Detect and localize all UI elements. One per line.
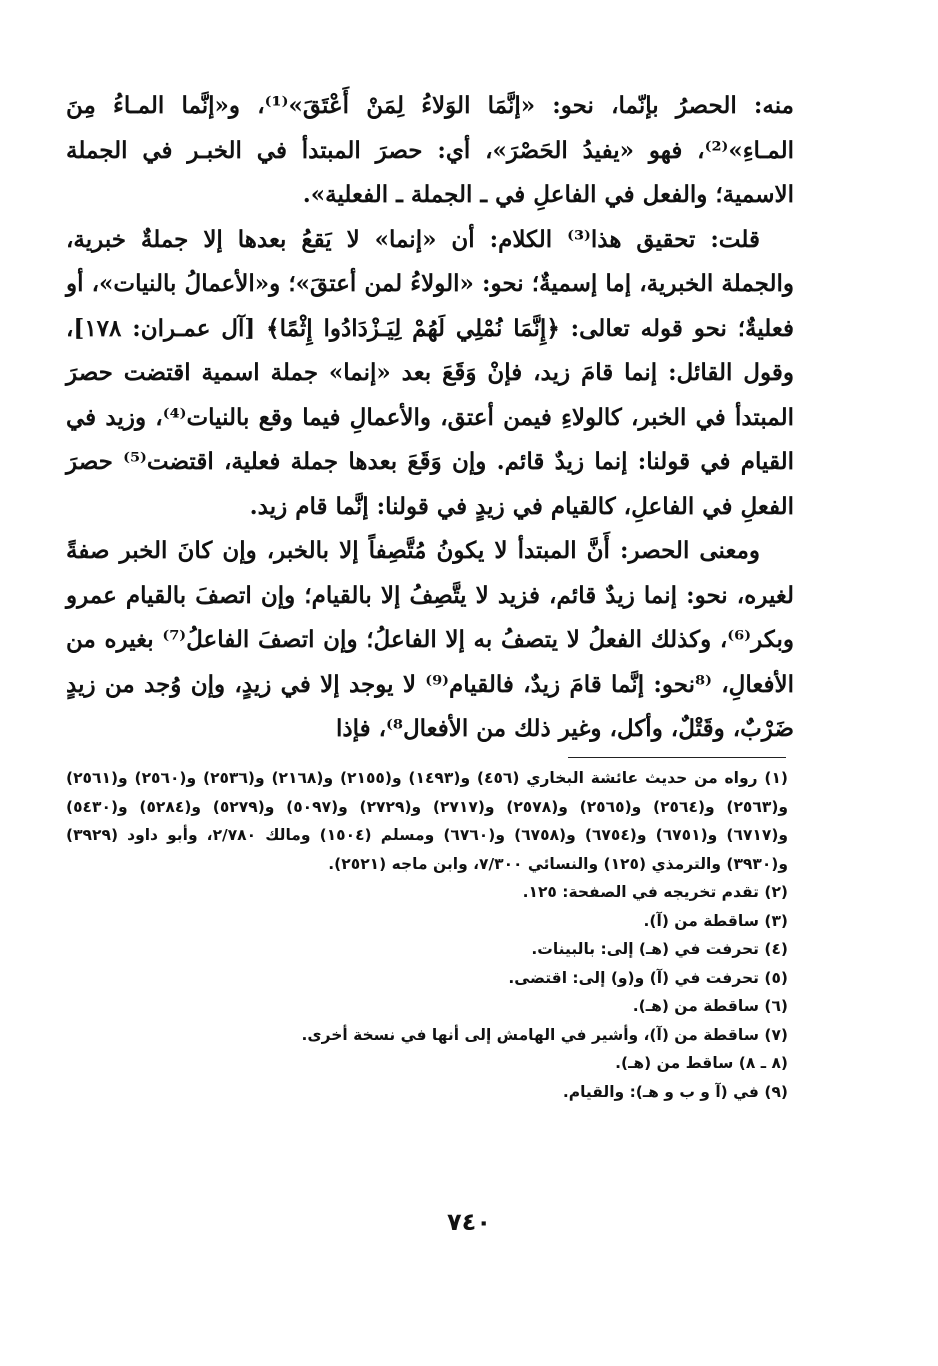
footnote-9: (٩) في (آ و ب و هـ): والقيام. <box>562 1082 788 1101</box>
footnote-6: (٦) ساقطة من (هـ). <box>632 997 788 1015</box>
footnote-1: (١) رواه من حديث عائشة البخاري (٤٥٦) و(١٤٩٣) و(٢١٥٥) و(٢١٦٨) و(٢٥٣٦) و(٢٥٦٠) و(٢٥٦١) و(٢٥٦٣) و(٢٥٦٤) و(٢٥٦٥) و(٢٥٧٨) و(٢٧١٧) و(٢٧٢٩) و(٥٠٩٧) و(٥٢٧٩) و(٥٢٨٤) و(٥٤٣٠) و(٦٧١٧) و(٦٧٥١) و(٦٧٥٤) و(٦٧٥٨) و(٦٧٦٠) ومسلم (١٥٠٤) ومالك ٢/٧٨٠، وأبو داود (٣٩٢٩) و(٣٩٣٠) والترمذي (١٢٥) والنسائي ٧/٣٠٠، وابن ماجه (٢٥٢١). <box>66 769 789 873</box>
footnote-3: (٣) ساقطة من (آ). <box>643 911 788 930</box>
footnote-4: (٤) تحرفت في (هـ) إلى: بالبينات. <box>531 940 788 958</box>
footnote-5: (٥) تحرفت في (آ) و(و) إلى: اقتضى. <box>508 968 788 987</box>
paragraph-2: قلت: تحقيق هذا⁽³⁾ الكلام: أن «إنما» لا يَقعُ بعدها إلا جملةٌ خبرية، والجملة الخبرية، إما إسميةٌ؛ نحو: «الولاءُ لمن أعتقَ»؛ و«الأعمالُ بالنيات»، أو فعليةٌ؛ نحو قوله تعالى: ﴿إِنَّمَا نُمْلِي لَهُمْ لِيَـزْدَادُوا إِثْمًا﴾ [آل عمـران: ١٧٨]، وقول القائل: إنما قامَ زيد، فإنْ وَقَعَ بعد «إنما» جملة اسمية اقتضت حصرَ المبتدأ في الخبر، كالولاءِ فيمن أعتق، والأعمالِ فيما وقع بالنيات⁽⁴⁾، وزيد في القيام في قولنا: إنما زيدٌ قائم. وإن وَقَعَ بعدها جملة فعلية، اقتضت⁽⁵⁾ حصرَ الفعلِ في الفاعلِ، كالقيام في زيدٍ في قولنا: إنَّما قام زيد. <box>66 225 794 520</box>
footnote-7: (٧) ساقطة من (آ)، وأشير في الهامش إلى أنها في نسخة أخرى. <box>301 1025 788 1044</box>
footnote-separator <box>568 757 786 758</box>
footnotes <box>66 764 788 1106</box>
page-number: ٧٤٠ <box>447 1208 491 1236</box>
main-text <box>66 84 794 752</box>
paragraph-3: ومعنى الحصر: أَنَّ المبتدأ لا يكونُ مُتَّصِفاً إلا بالخبر، وإن كانَ الخبر صفةً لغيره، نحو: إنما زيدٌ قائم، فزيد لا يتَّصِفُ إلا بالقيام؛ وإن اتصفَ بالقيام عمرو وبكر⁽⁶⁾، وكذلك الفعلُ لا يتصفُ به إلا الفاعلُ؛ وإن اتصفَ الفاعلُ⁽⁷⁾ بغيره من الأفعالِ، ⁽⁸نحو: إنَّما قامَ زيدٌ، فالقيام⁽⁹⁾ لا يوجد إلا في زيدٍ، وإن وُجد من زيدٍ ضَرْبٌ، وقَتْلٌ، وأكل، وغير ذلك من الأفعال⁸⁾، فإذا <box>66 537 794 742</box>
paragraph-1: منه: الحصرُ بإنّما، نحو: «إنَّمَا الوَلاءُ لِمَنْ أَعْتَقَ»⁽¹⁾، و«إنَّما المـاءُ مِنَ المـاءِ»⁽²⁾، فهو «يفيدُ الحَصْرَ»، أي: حصرَ المبتدأ في الخبـر في الجملة الاسمية؛ والفعل في الفاعلِ في ـ الجملة ـ الفعلية». <box>66 92 794 208</box>
footnote-8: (٨ ـ ٨) ساقط من (هـ). <box>615 1054 788 1072</box>
footnote-2: (٢) تقدم تخريجه في الصفحة: ١٢٥. <box>522 883 788 901</box>
